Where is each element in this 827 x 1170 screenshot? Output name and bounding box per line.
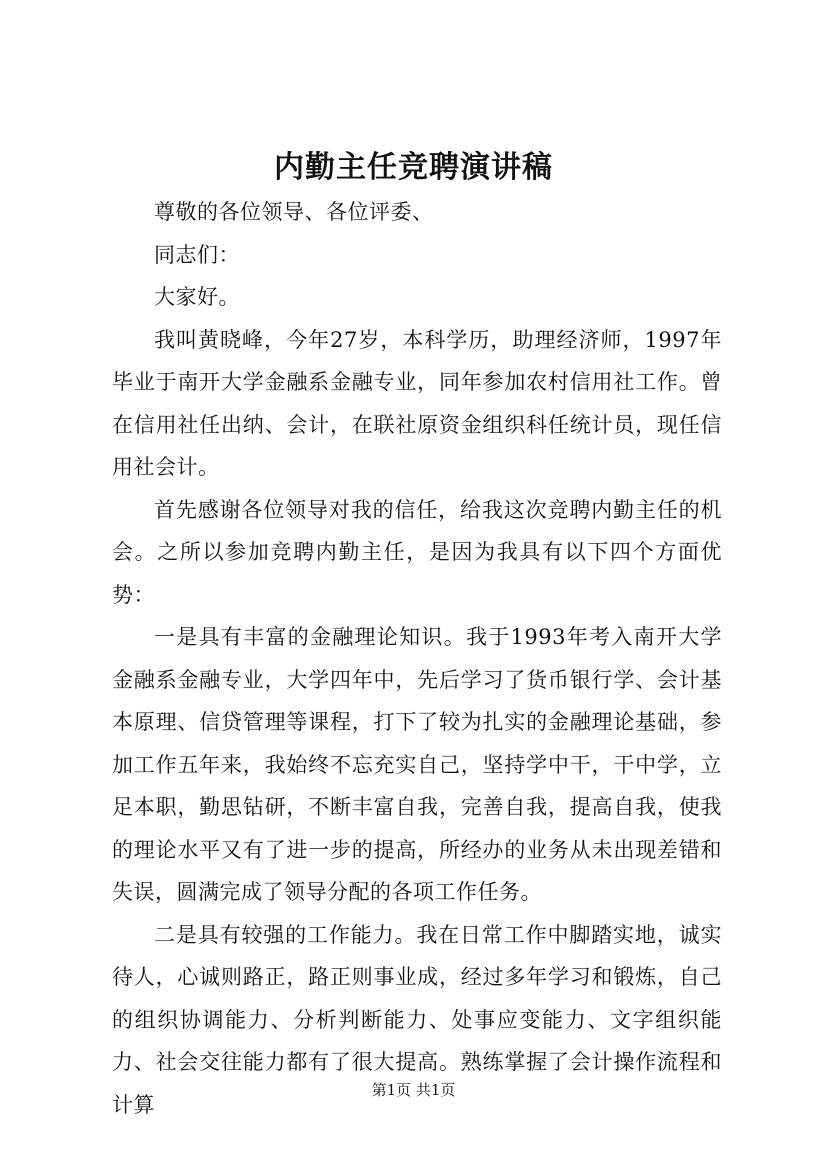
document-body <box>112 191 722 1126</box>
paragraph-point-one: 一是具有丰富的金融理论知识。我于1993年考入南开大学金融系金融专业，大学四年中，先后学习了货币银行学、会计基本原理、信贷管理等课程，打下了较为扎实的金融理论基础，参加工作五年来，我始终不忘充实自己，坚持学中干，干中学，立足本职，勤思钻研，不断丰富自我，完善自我，提高自我，使我的理论水平又有了进一步的提高，所经办的业务从未出现差错和失误，圆满完成了领导分配的各项工作任务。 <box>112 625 722 904</box>
document-title: 内勤主任竞聘演讲稿 <box>274 150 553 185</box>
paragraph-introduction: 我叫黄晓峰，今年27岁，本科学历，助理经济师，1997年毕业于南开大学金融系金融专业，同年参加农村信用社工作。曾在信用社任出纳、会计，在联社原资金组织科任统计员，现任信用社会计。 <box>112 327 722 479</box>
paragraph-point-two: 二是具有较强的工作能力。我在日常工作中脚踏实地，诚实待人，心诚则路正，路正则事业成，经过多年学习和锻炼，自己的组织协调能力、分析判断能力、处事应变能力、文字组织能力、社会交往能力都有了很大提高。熟练掌握了会计操作流程和计算 <box>112 922 722 1117</box>
salutation-line-2: 同志们： <box>154 242 240 267</box>
page-footer: 第1页 共1页 <box>371 1081 456 1099</box>
greeting: 大家好。 <box>154 285 240 309</box>
salutation-line-1: 尊敬的各位领导、各位评委、 <box>154 200 434 224</box>
paragraph-thanks: 首先感谢各位领导对我的信任，给我这次竞聘内勤主任的机会。之所以参加竞聘内勤主任，是因为我具有以下四个方面优势： <box>112 497 722 607</box>
